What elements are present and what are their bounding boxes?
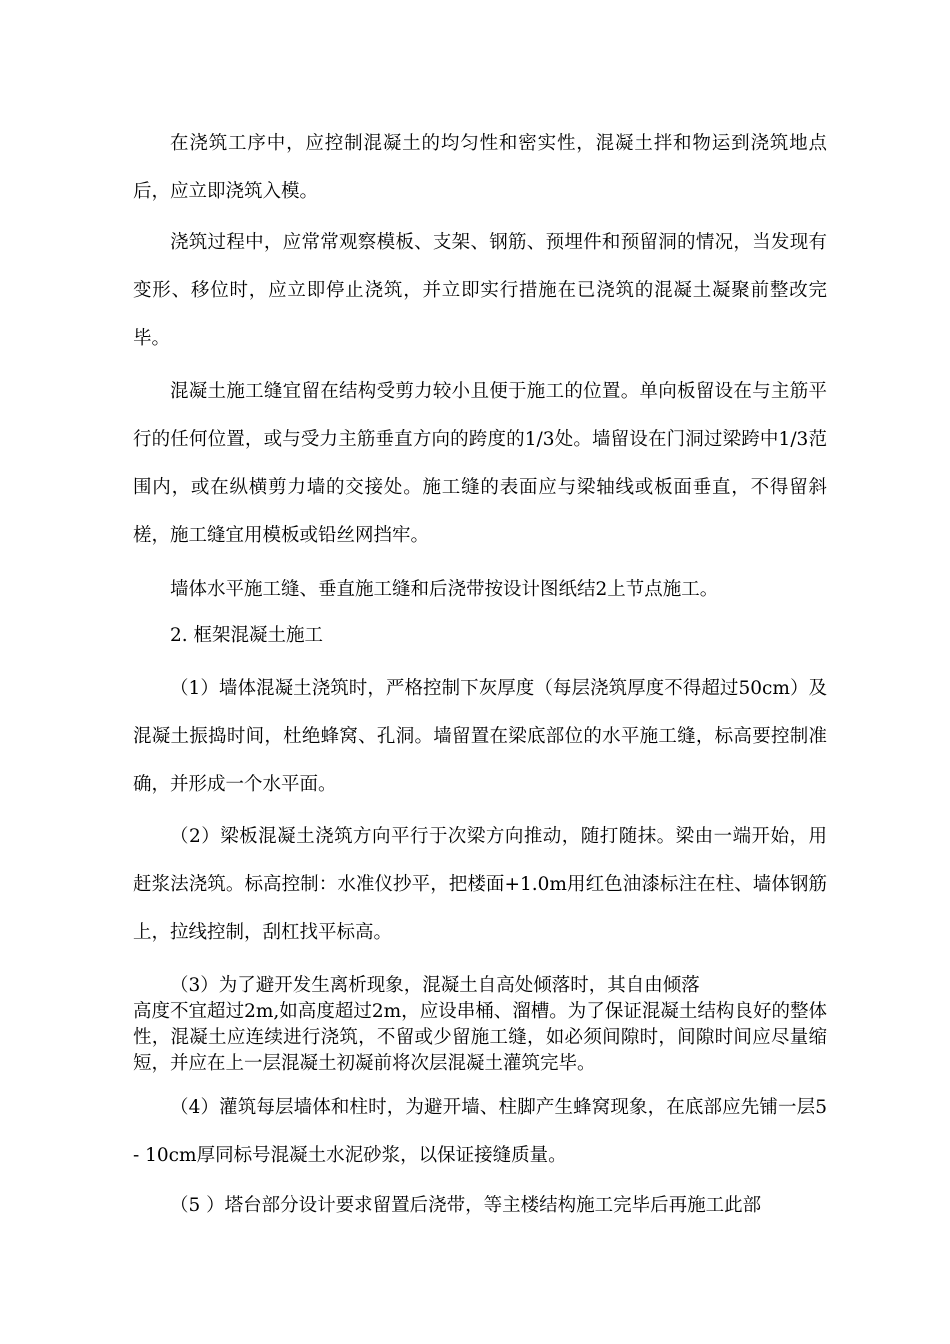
paragraph-pouring-process: 在浇筑工序中，应控制混凝土的均匀性和密实性，混凝土拌和物运到浇筑地点后，应立即浇筑入模。 [133,133,827,202]
paragraph-pouring-observation: 浇筑过程中，应常常观察模板、支架、钢筋、预埋件和预留洞的情况，当发现有变形、移位时，应立即停止浇筑，并立即实行措施在已浇筑的混凝土凝聚前整改完毕。 [133,232,827,349]
paragraph-item-3-continued: 高度不宜超过2m,如高度超过2m，应设串桶、溜槽。为了保证混凝土结构良好的整体性，混凝土应连续进行浇筑，不留或少留施工缝，如必须间隙时，间隙时间应尽量缩短，并应在上一层混凝土初凝前将次层混凝土灌筑完毕。 [133,1001,827,1074]
paragraph-item-1: （1）墙体混凝土浇筑时，严格控制下灰厚度（每层浇筑厚度不得超过50cm）及混凝土振捣时间，杜绝蜂窝、孔洞。墙留置在梁底部位的水平施工缝，标高要控制准确，并形成一个水平面。 [133,678,827,795]
paragraph-item-2: （2）梁板混凝土浇筑方向平行于次梁方向推动，随打随抹。梁由一端开始，用赶浆法浇筑。标高控制：水准仪抄平，把楼面+1.0m用红色油漆标注在柱、墙体钢筋上，拉线控制，刮杠找平标高。 [133,826,827,943]
paragraph-construction-joint: 混凝土施工缝宜留在结构受剪力较小且便于施工的位置。单向板留设在与主筋平行的任何位置，或与受力主筋垂直方向的跨度的1/3处。墙留设在门洞过梁跨中1/3范围内，或在纵横剪力墙的交接处。施工缝的表面应与梁轴线或板面垂直，不得留斜槎，施工缝宜用模板或铅丝网挡牢。 [133,381,827,546]
paragraph-wall-joint: 墙体水平施工缝、垂直施工缝和后浇带按设计图纸结2上节点施工。 [170,579,719,600]
section-heading-frame-concrete: 2. 框架混凝土施工 [170,625,324,646]
paragraph-item-5: （5 ）塔台部分设计要求留置后浇带，等主楼结构施工完毕后再施工此部 [170,1195,762,1216]
paragraph-item-4: （4）灌筑每层墙体和柱时，为避开墙、柱脚产生蜂窝现象，在底部应先铺一层5 - 10cm厚同标号混凝土水泥砂浆，以保证接缝质量。 [133,1097,827,1166]
paragraph-item-3-first-line: （3）为了避开发生离析现象，混凝土自高处倾落时，其自由倾落 [170,975,700,996]
